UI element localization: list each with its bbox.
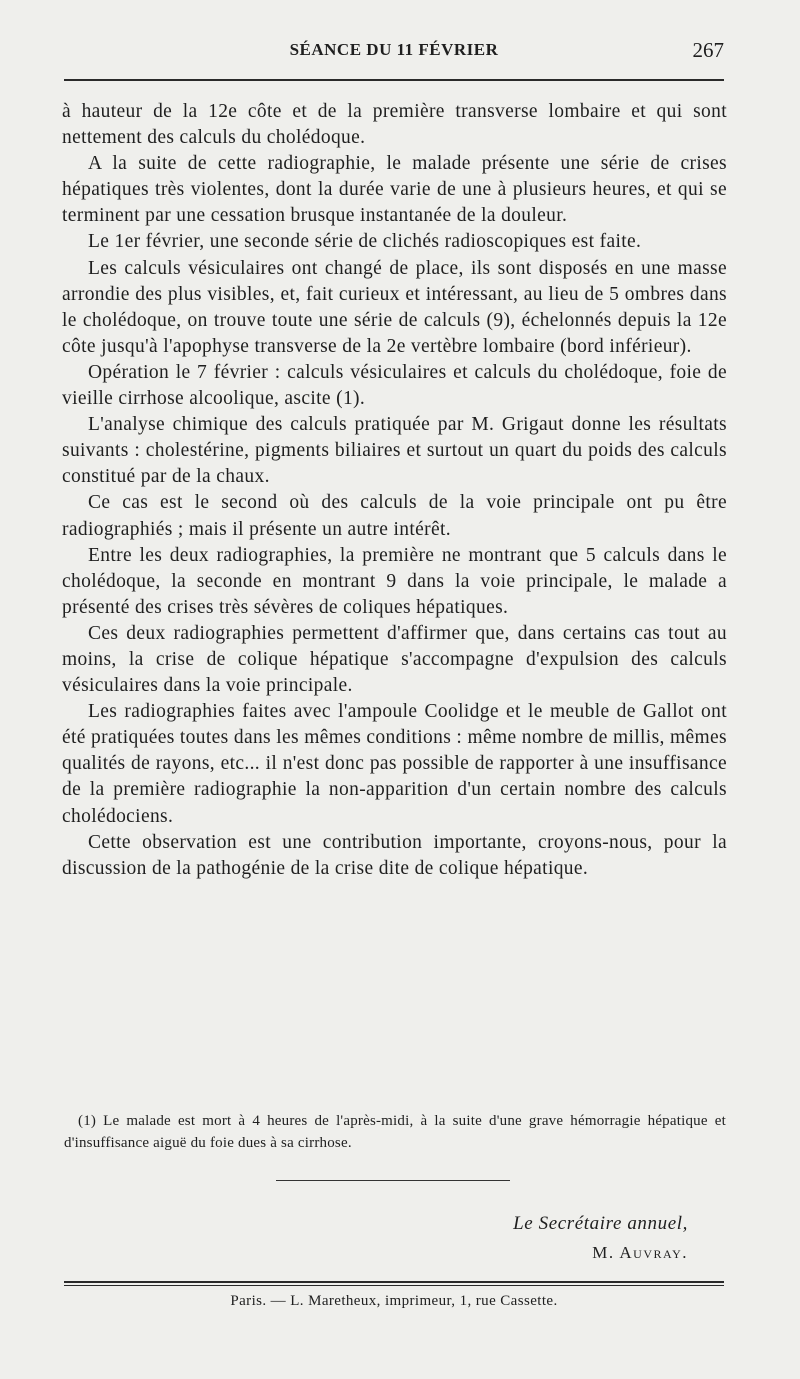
footer-rule-thin bbox=[64, 1285, 724, 1286]
paragraph: A la suite de cette radiographie, le malade présente une série de crises hépatiques très violentes, dont la durée varie de une à plusieurs heures, et qui se terminent par une cessation brusque instantanée de la douleur. bbox=[62, 153, 727, 227]
page-number: 267 bbox=[692, 38, 724, 62]
paragraph: Entre les deux radiographies, la première ne montrant que 5 calculs dans le cholédoque, la seconde en montrant 9 dans la voie principale, le malade a présenté des crises très sévères de coliques hépatiques. bbox=[62, 544, 727, 618]
signature-name: M. Auvray. bbox=[592, 1243, 688, 1262]
section-divider bbox=[276, 1180, 510, 1181]
paragraph: L'analyse chimique des calculs pratiquée par M. Grigaut donne les résultats suivants : cholestérine, pigments biliaires et surtout un quart du poids des calculs constitué par de la chaux. bbox=[62, 414, 727, 488]
footnote: (1) Le malade est mort à 4 heures de l'après-midi, à la suite d'une grave hémorragie hépatique et d'insuffisance aiguë du foie dues à sa cirrhose. bbox=[64, 1113, 726, 1151]
paragraph: Opération le 7 février : calculs vésiculaires et calculs du cholédoque, foie de vieille cirrhose alcoolique, ascite (1). bbox=[62, 361, 727, 410]
footer-rule bbox=[64, 1281, 724, 1283]
printer-imprint: Paris. — L. Maretheux, imprimeur, 1, rue Cassette. bbox=[230, 1293, 558, 1309]
running-title: SÉANCE DU 11 FÉVRIER bbox=[289, 40, 499, 59]
paragraph: Cette observation est une contribution importante, croyons-nous, pour la discussion de la pathogénie de la crise dite de colique hépatique. bbox=[62, 831, 727, 879]
paragraph: Le 1er février, une seconde série de clichés radioscopiques est faite. bbox=[88, 231, 642, 253]
paragraph: Les calculs vésiculaires ont changé de place, ils sont disposés en une masse arrondie des plus visibles, et, fait curieux et intéressant, au lieu de 5 ombres dans le cholédoque, on trouve toute une série de calculs (9), échelonnés depuis la 12e côte jusqu'à l'apophyse transverse de la 2e vertèbre lombaire (bord inférieur). bbox=[62, 257, 727, 357]
header-rule bbox=[64, 79, 724, 81]
paragraph: Ce cas est le second où des calculs de la voie principale ont pu être radiographiés ; mais il présente un autre intérêt. bbox=[62, 492, 727, 540]
signature-role: Le Secrétaire annuel, bbox=[513, 1213, 688, 1234]
body-text bbox=[62, 99, 727, 882]
page-header bbox=[64, 38, 724, 68]
paragraph: Ces deux radiographies permettent d'affirmer que, dans certains cas tout au moins, la crise de colique hépatique s'accompagne d'expulsion des calculs vésiculaires dans la voie principale. bbox=[62, 622, 727, 697]
paragraph: Les radiographies faites avec l'ampoule Coolidge et le meuble de Gallot ont été pratiquées toutes dans les mêmes conditions : même nombre de millis, mêmes qualités de rayons, etc... il n'est donc pas possible de rapporter à une insuffisance de la première radiographie la non-apparition d'un certain nombre des calculs cholédociens. bbox=[62, 701, 727, 827]
signature-block bbox=[513, 1210, 688, 1268]
paragraph: à hauteur de la 12e côte et de la première transverse lombaire et qui sont nettement des calculs du cholédoque. bbox=[62, 101, 727, 149]
